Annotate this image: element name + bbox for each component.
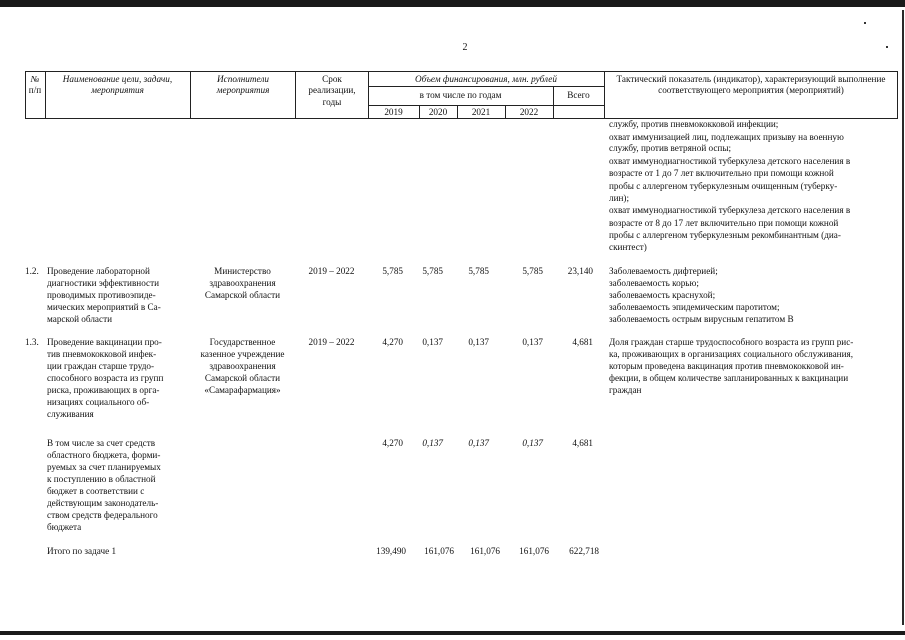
header-year-2020: 2020	[428, 107, 448, 117]
scan-speck	[886, 46, 888, 48]
subtotal-label-line: действующим законодатель-	[47, 498, 159, 508]
scan-right-edge	[902, 10, 904, 625]
row-name-line: способного возраста из групп	[47, 373, 164, 383]
row-name-line: служивания	[47, 409, 94, 419]
row-indicator-line: заболеваемость краснухой;	[609, 290, 716, 300]
task-total-label: Итого по задаче 1	[47, 546, 117, 556]
row-indicator-line: Заболеваемость дифтерией;	[609, 266, 718, 276]
row-number: 1.3.	[25, 337, 39, 347]
header-indicator: Тактический показатель (индикатор), характеризующий выполнение соответствующего мероприятия (мероприятий)	[616, 74, 886, 96]
subtotal-label-line: к поступлению в областной	[47, 474, 156, 484]
subtotal-label-line: областного бюджета, форми-	[47, 450, 161, 460]
header-year-2022: 2022	[519, 107, 539, 117]
row-name-line: ции граждан старше трудо-	[47, 361, 155, 371]
header-number-sub: п/п	[28, 85, 42, 95]
row-name-line: марской области	[47, 314, 113, 324]
value-2019: 5,785	[382, 266, 403, 276]
subtotal-label-line: руемых за счет планируемых	[47, 462, 161, 472]
row-executor-line: Министерство	[214, 266, 271, 276]
value-total: 4,681	[572, 337, 593, 347]
indicator-line: службу, против ветряной оспы;	[609, 143, 732, 153]
row-indicator-line: заболеваемость корью;	[609, 278, 699, 288]
indicator-line: пробы с аллергеном туберкулезным рекомбинантным (диа-	[609, 230, 841, 240]
header-term: Срок реализации, годы	[308, 74, 356, 107]
indicator-line: охват иммунодиагностикой туберкулеза детского населения в	[609, 205, 851, 215]
value-2020: 5,785	[422, 266, 443, 276]
subtotal-label-line: бюджета	[47, 522, 82, 532]
value-2021: 5,785	[468, 266, 489, 276]
header-funding: Объем финансирования, млн. рублей	[415, 74, 557, 84]
row-indicator-line: заболеваемость острым вирусным гепатитом В	[609, 314, 794, 324]
indicator-line: возрасте от 8 до 17 лет включительно при помощи кожной	[609, 218, 839, 228]
row-executor-line: здравоохранения	[209, 361, 276, 371]
scan-bottom-edge	[0, 631, 905, 635]
value-2021: 0,137	[468, 337, 489, 347]
row-executor-line: Государственное	[209, 337, 276, 347]
row-name-line: мических мероприятий в Са-	[47, 302, 161, 312]
header-year-2021: 2021	[471, 107, 491, 117]
indicator-line: пробы с аллергеном туберкулезным очищенным (туберку-	[609, 181, 838, 191]
value-2021: 0,137	[468, 438, 489, 448]
row-name-line: риска, проживающих в орга-	[47, 385, 160, 395]
value-2021: 161,076	[470, 546, 500, 556]
value-total: 23,140	[567, 266, 593, 276]
indicator-line: охват иммунизацией лиц, подлежащих призыву на военную	[609, 132, 844, 142]
row-indicator-line: фекции, в общем количестве запланированных к вакцинации	[609, 373, 849, 383]
row-number: 1.2.	[25, 266, 39, 276]
value-2022: 161,076	[519, 546, 549, 556]
row-executor-line: Самарской области	[204, 373, 281, 383]
value-2020: 0,137	[422, 337, 443, 347]
subtotal-label-line: бюджет в соответствии с	[47, 486, 145, 496]
row-executor-line: Самарской области	[204, 290, 281, 300]
indicator-line: лин);	[609, 193, 630, 203]
scan-speck	[864, 22, 866, 24]
page-number: 2	[462, 42, 468, 53]
row-indicator-line: заболеваемость эпидемическим паротитом;	[609, 302, 780, 312]
scan-top-edge	[0, 0, 905, 7]
subtotal-label-line: ством средств федерального	[47, 510, 158, 520]
value-2022: 5,785	[522, 266, 543, 276]
row-indicator-line: ка, проживающих в организациях социального обслуживания,	[609, 349, 854, 359]
header-name: Наименование цели, задачи, мероприятия	[62, 74, 173, 96]
row-term: 2019 – 2022	[308, 266, 355, 276]
row-name-line: проводимых противоэпиде-	[47, 290, 156, 300]
row-name-line: Проведение лабораторной	[47, 266, 150, 276]
value-2020: 161,076	[424, 546, 454, 556]
value-2019: 4,270	[382, 438, 403, 448]
header-executors: Исполнители мероприятия	[216, 74, 270, 96]
row-indicator-line: Доля граждан старше трудоспособного возраста из групп рис-	[609, 337, 854, 347]
header-year-2019: 2019	[384, 107, 403, 117]
header-number: №	[30, 74, 40, 84]
row-name-line: Проведение вакцинации про-	[47, 337, 162, 347]
value-2019: 139,490	[376, 546, 406, 556]
row-name-line: низациях социального об-	[47, 397, 150, 407]
value-2022: 0,137	[522, 337, 543, 347]
header-total: Всего	[567, 90, 590, 100]
header-by-years: в том числе по годам	[419, 90, 502, 100]
row-name-line: диагностики эффективности	[47, 278, 160, 288]
indicator-line: возрасте от 1 до 7 лет включительно при помощи кожной	[609, 168, 834, 178]
row-executor-line: «Самарафармация»	[204, 385, 281, 395]
value-total: 4,681	[572, 438, 593, 448]
indicator-line: скинтест)	[609, 242, 647, 252]
row-indicator-line: которым проведена вакцинация против пневмококковой ин-	[609, 361, 844, 371]
value-total: 622,718	[569, 546, 599, 556]
row-indicator-line: граждан	[609, 385, 642, 395]
subtotal-label-line: В том числе за счет средств	[47, 438, 156, 448]
row-executor-line: казенное учреждение	[200, 349, 285, 359]
row-executor-line: здравоохранения	[209, 278, 276, 288]
value-2020: 0,137	[422, 438, 443, 448]
row-term: 2019 – 2022	[308, 337, 355, 347]
value-2019: 4,270	[382, 337, 403, 347]
row-name-line: тив пневмококковой инфек-	[47, 349, 157, 359]
indicator-line: охват иммунодиагностикой туберкулеза детского населения в	[609, 156, 851, 166]
indicator-line: службу, против пневмококковой инфекции;	[609, 119, 779, 129]
value-2022: 0,137	[522, 438, 543, 448]
